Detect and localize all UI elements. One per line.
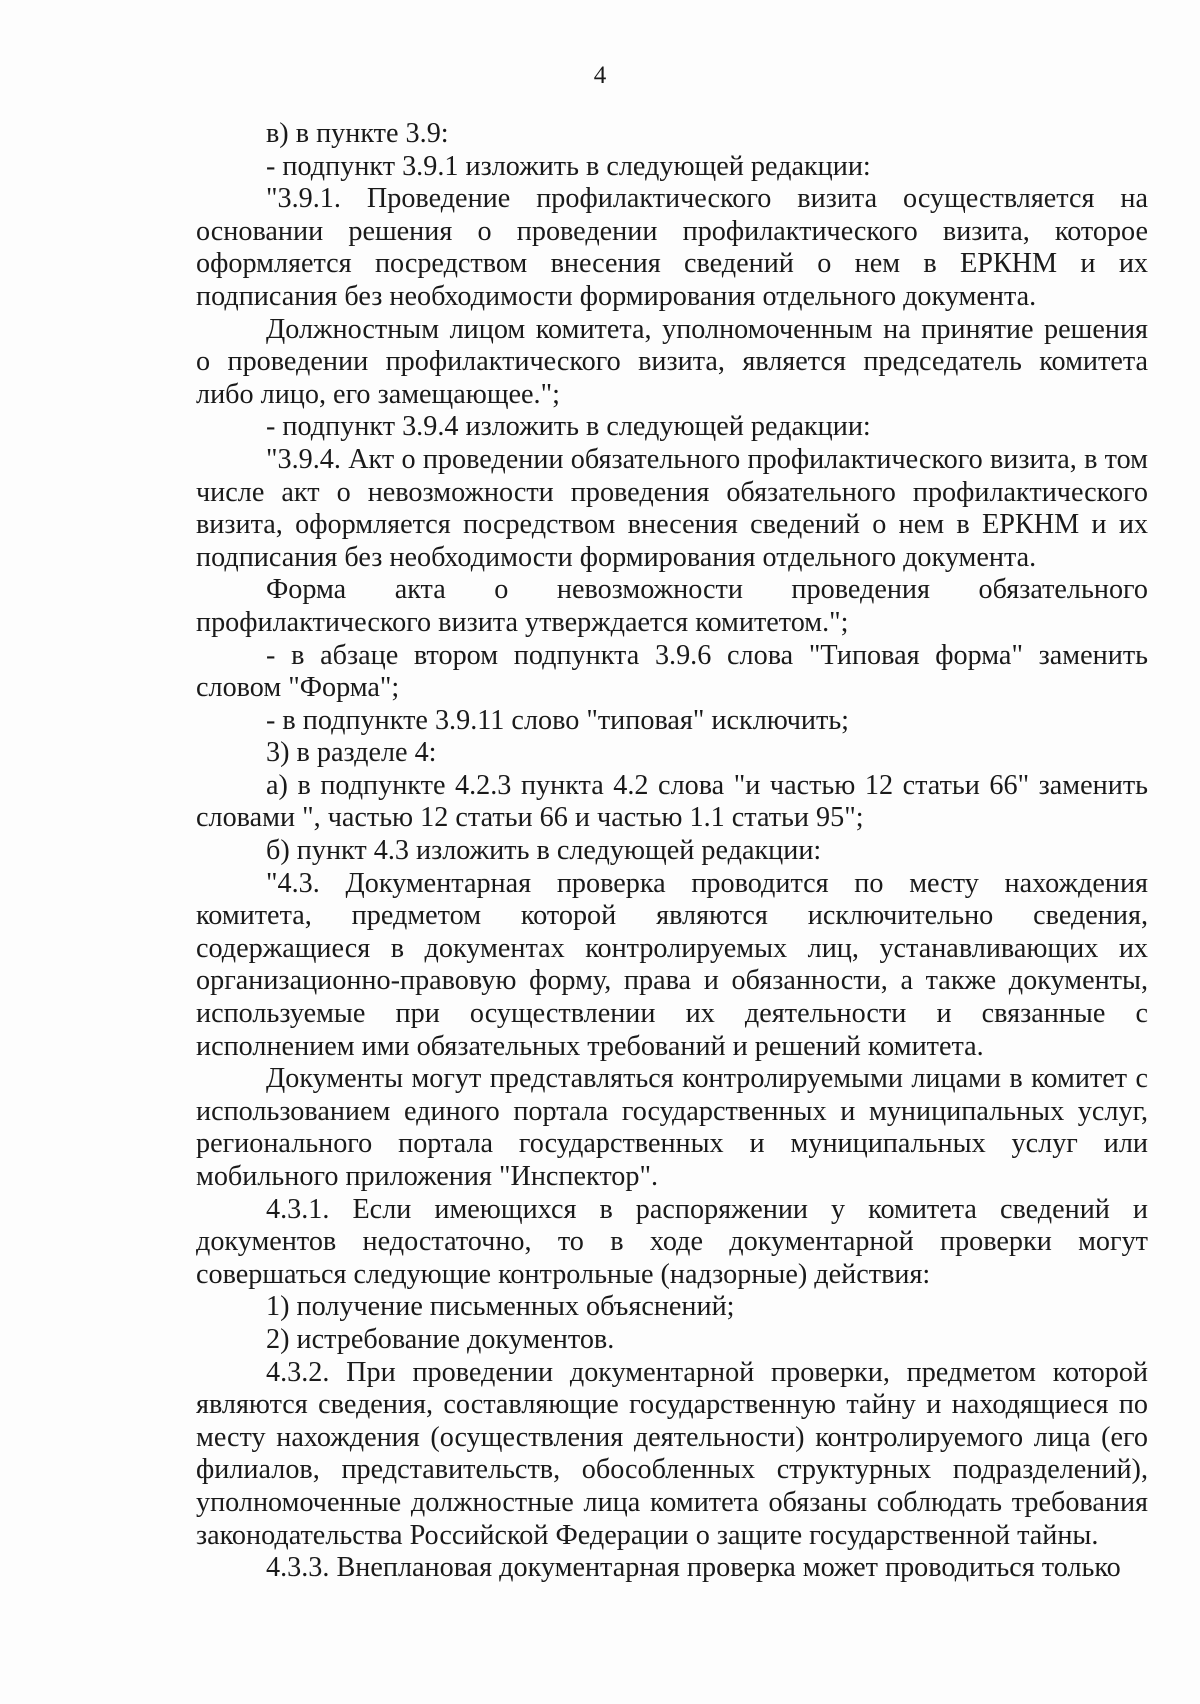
paragraph: - в подпункте 3.9.11 слово "типовая" исключить; <box>266 704 850 736</box>
paragraph: "3.9.4. Акт о проведении обязательного профилактического визита, в том числе акт о невозможности проведения обязательного профилактического визита, оформляется посредством внесения сведений о нем в ЕРКНМ и их подписания без необходимости формирования отдельного документа. <box>196 443 1148 573</box>
paragraph: 3) в разделе 4: <box>266 737 437 769</box>
paragraph: 1) получение письменных объяснений; <box>266 1291 735 1323</box>
paragraph: Должностным лицом комитета, уполномоченным на принятие решения о проведении профилактического визита, является председатель комитета либо лицо, его замещающее."; <box>196 313 1148 410</box>
paragraph: "4.3. Документарная проверка проводится по месту нахождения комитета, предметом которой являются исключительно сведения, содержащиеся в документах контролируемых лиц, устанавливающих их организационно-правовую форму, права и обязанности, а также документы, используемые при осуществлении их деятельности и связанные с исполнением ими обязательных требований и решений комитета. <box>196 867 1148 1062</box>
paragraph: - подпункт 3.9.4 изложить в следующей редакции: <box>266 411 871 443</box>
paragraph: Документы могут представляться контролируемыми лицами в комитет с использованием единого портала государственных и муниципальных услуг, регионального портала государственных и муниципальных услуг или мобильного приложения "Инспектор". <box>196 1063 1148 1192</box>
paragraph: в) в пункте 3.9: <box>266 118 449 149</box>
paragraph: Форма акта о невозможности проведения обязательного профилактического визита утверждается комитетом."; <box>196 574 1148 638</box>
paragraph: 4.3.1. Если имеющихся в распоряжении у комитета сведений и документов недостаточно, то в ходе документарной проверки могут совершаться следующие контрольные (надзорные) действия: <box>196 1193 1148 1290</box>
paragraph: 4.3.3. Внеплановая документарная проверка может проводиться только <box>266 1552 1121 1584</box>
paragraph: - подпункт 3.9.1 изложить в следующей редакции: <box>266 150 871 182</box>
document-body <box>196 118 1148 1585</box>
page-number: 4 <box>593 62 607 89</box>
paragraph: "3.9.1. Проведение профилактического визита осуществляется на основании решения о проведении профилактического визита, которое оформляется посредством внесения сведений о нем в ЕРКНМ и их подписания без необходимости формирования отдельного документа. <box>196 183 1148 312</box>
paragraph: 4.3.2. При проведении документарной проверки, предметом которой являются сведения, составляющие государственную тайну и находящиеся по месту нахождения (осуществления деятельности) контролируемого лица (его филиалов, представительств, обособленных структурных подразделений), уполномоченные должностные лица комитета обязаны соблюдать требования законодательства Российской Федерации о защите государственной тайны. <box>196 1356 1148 1551</box>
paragraph: б) пункт 4.3 изложить в следующей редакции: <box>266 835 822 867</box>
paragraph: а) в подпункте 4.2.3 пункта 4.2 слова "и частью 12 статьи 66" заменить словами ", частью 12 статьи 66 и частью 1.1 статьи 95"; <box>196 769 1148 834</box>
paragraph: - в абзаце втором подпункта 3.9.6 слова "Типовая форма" заменить словом "Форма"; <box>196 639 1148 704</box>
paragraph: 2) истребование документов. <box>266 1323 615 1355</box>
